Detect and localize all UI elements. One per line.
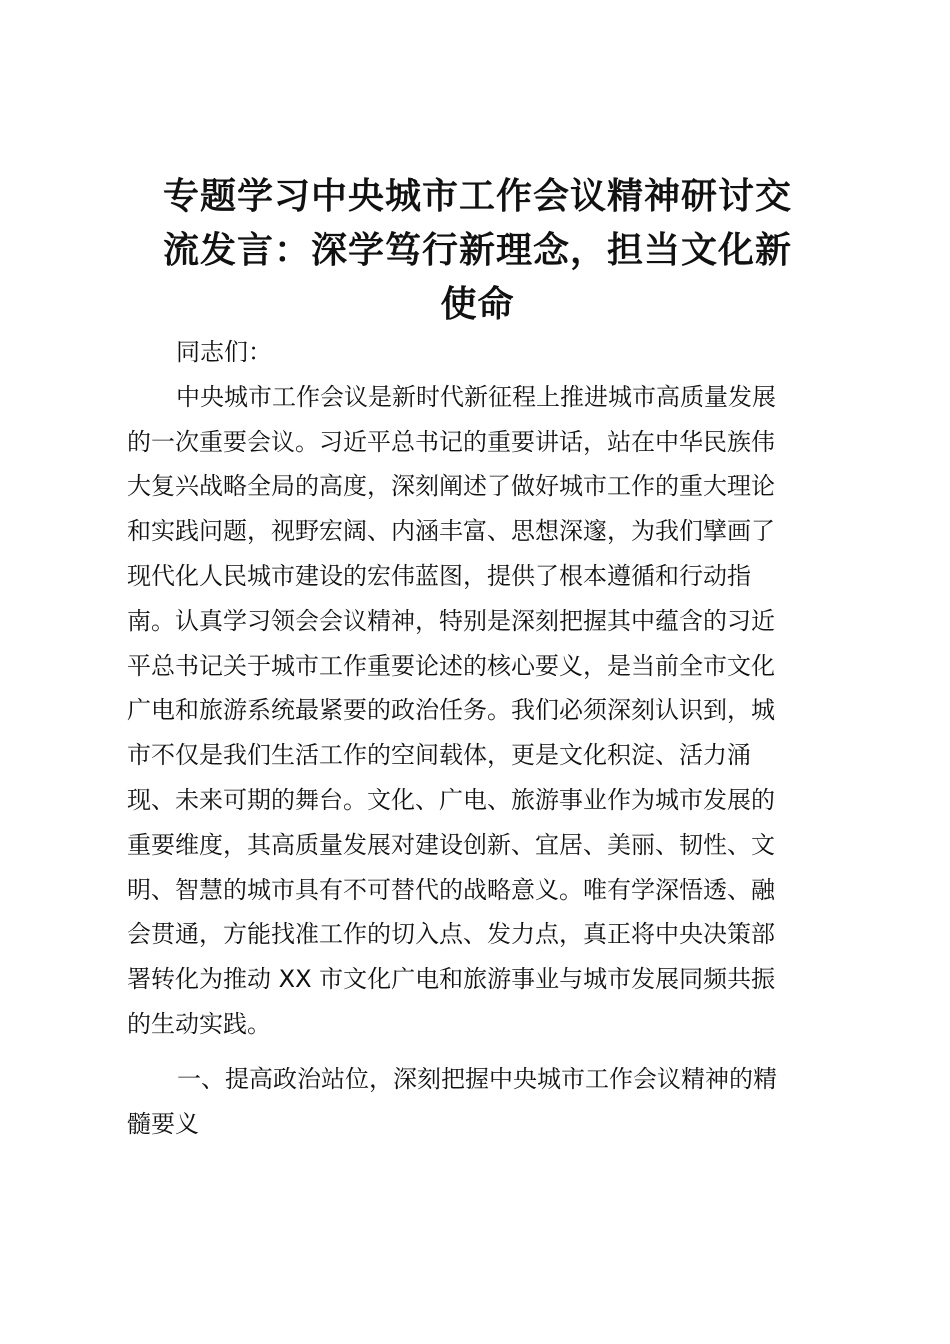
paragraph-line: 大复兴战略全局的高度，深刻阐述了做好城市工作的重大理论	[127, 472, 775, 501]
title-line: 流发言：深学笃行新理念，担当文化新	[162, 230, 792, 271]
paragraph-line: 现、未来可期的舞台。文化、广电、旅游事业作为城市发展的	[127, 785, 775, 814]
title-line: 专题学习中央城市工作会议精神研讨交	[162, 176, 792, 217]
paragraph-line: 和实践问题，视野宏阔、内涵丰富、思想深邃，为我们擘画了	[127, 517, 775, 546]
section-heading-line: 髓要义	[127, 1109, 199, 1138]
paragraph-line: 明、智慧的城市具有不可替代的战略意义。唯有学深悟透、融	[127, 875, 775, 904]
paragraph-line: 中央城市工作会议是新时代新征程上推进城市高质量发展	[176, 382, 776, 411]
document-body	[127, 330, 827, 1146]
paragraph-line: 署转化为推动 XX 市文化广电和旅游事业与城市发展同频共振	[127, 965, 776, 994]
paragraph-line: 的生动实践。	[127, 1009, 271, 1038]
paragraph-line: 的一次重要会议。习近平总书记的重要讲话，站在中华民族伟	[127, 427, 775, 456]
salutation	[127, 330, 827, 375]
paragraph-line: 市不仅是我们生活工作的空间载体，更是文化积淀、活力涌	[127, 741, 751, 770]
document-title	[120, 170, 835, 332]
section-heading-line: 一、提高政治站位，深刻把握中央城市工作会议精神的精	[177, 1064, 777, 1093]
paragraph-line: 重要维度，其高质量发展对建设创新、宜居、美丽、韧性、文	[127, 830, 775, 859]
section-heading-1	[127, 1057, 827, 1147]
salutation-text: 同志们：	[176, 338, 272, 366]
paragraph-line: 现代化人民城市建设的宏伟蓝图，提供了根本遵循和行动指	[127, 561, 751, 590]
paragraph-line: 广电和旅游系统最紧要的政治任务。我们必须深刻认识到，城	[127, 696, 775, 725]
paragraph-line: 南。认真学习领会会议精神，特别是深刻把握其中蕴含的习近	[127, 606, 775, 635]
paragraph-line: 会贯通，方能找准工作的切入点、发力点，真正将中央决策部	[127, 920, 775, 949]
paragraph-line: 平总书记关于城市工作重要论述的核心要义，是当前全市文化	[127, 651, 775, 680]
title-line: 使命	[440, 284, 515, 325]
paragraph-1	[127, 375, 827, 1047]
